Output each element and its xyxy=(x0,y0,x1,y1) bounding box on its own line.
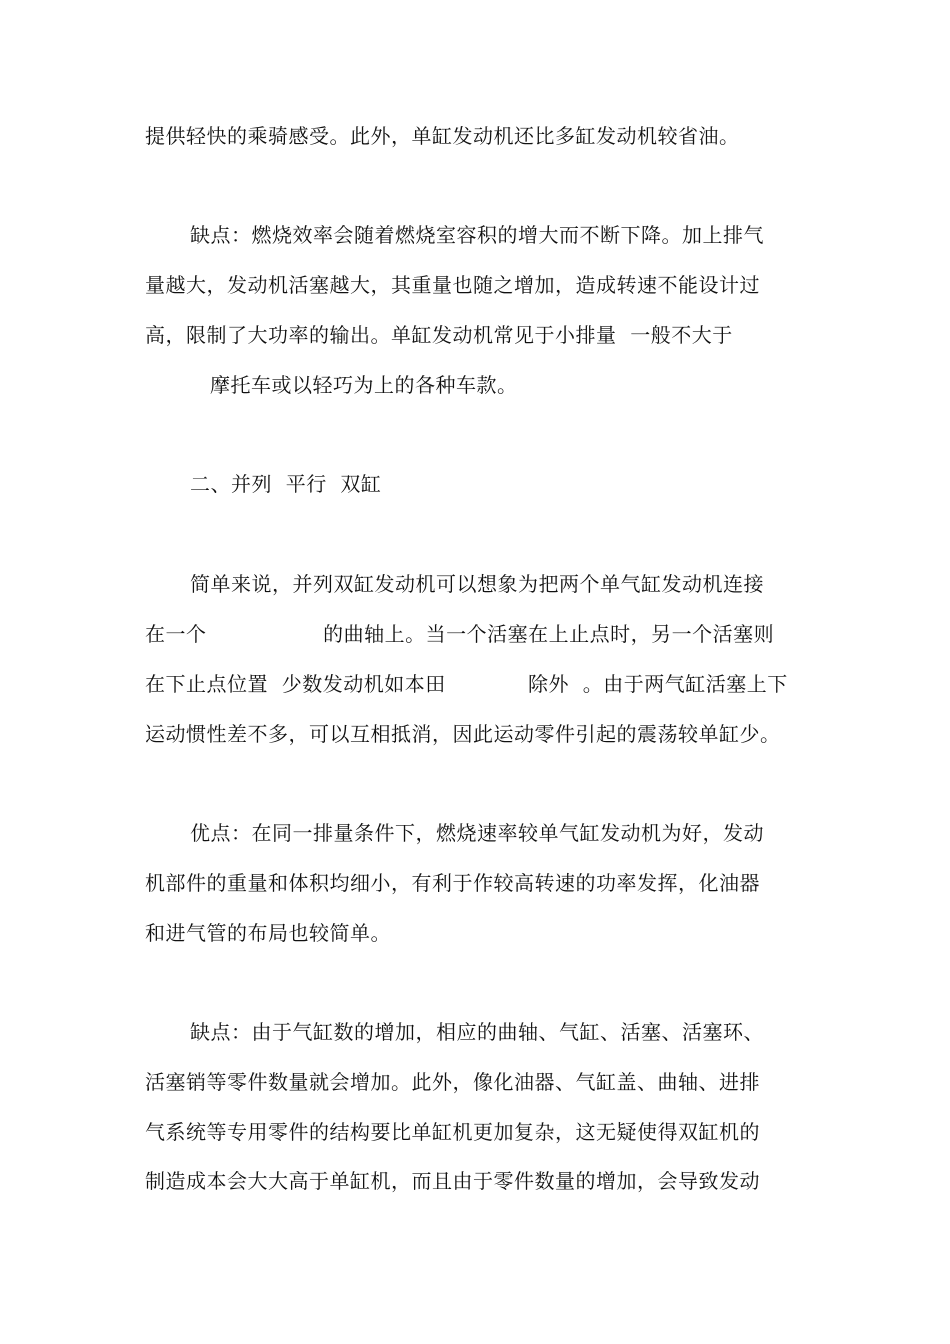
paragraph-5-line-1: 缺点：由于气缸数的增加，相应的曲轴、气缸、活塞、活塞环、 xyxy=(190,1020,764,1044)
paragraph-5-line-4: 制造成本会大大高于单缸机，而且由于零件数量的增加，会导致发动 xyxy=(145,1169,760,1193)
paragraph-4-line-1: 优点：在同一排量条件下，燃烧速率较单气缸发动机为好，发动 xyxy=(190,821,764,845)
paragraph-5-line-2: 活塞销等零件数量就会增加。此外，像化油器、气缸盖、曲轴、进排 xyxy=(145,1070,760,1094)
paragraph-4-line-2: 机部件的重量和体积均细小，有利于作较高转速的功率发挥，化油器 xyxy=(145,871,760,895)
paragraph-3-line-2: 在一个 的曲轴上。当一个活塞在上止点时，另一个活塞则 xyxy=(145,622,775,646)
paragraph-2-line-1: 缺点：燃烧效率会随着燃烧室容积的增大而不断下降。加上排气 xyxy=(190,223,764,247)
paragraph-2-line-2: 量越大，发动机活塞越大，其重量也随之增加，造成转速不能设计过 xyxy=(145,273,760,297)
paragraph-3-line-1: 简单来说，并列双缸发动机可以想象为把两个单气缸发动机连接 xyxy=(190,572,764,596)
paragraph-4-line-3: 和进气管的布局也较简单。 xyxy=(145,921,391,945)
paragraph-1-line-1: 提供轻快的乘骑感受。此外，单缸发动机还比多缸发动机较省油。 xyxy=(145,124,740,148)
paragraph-3-line-3: 在下止点位置 少数发动机如本田 除外 。由于两气缸活塞上下 xyxy=(145,672,788,696)
paragraph-2-line-4: 摩托车或以轻巧为上的各种车款。 xyxy=(210,373,518,397)
paragraph-3-line-4: 运动惯性差不多，可以互相抵消，因此运动零件引起的震荡较单缸少。 xyxy=(145,722,781,746)
paragraph-2-line-3: 高，限制了大功率的输出。单缸发动机常见于小排量 一般不大于 xyxy=(145,323,733,347)
section-heading: 二、并列 平行 双缸 xyxy=(190,472,382,496)
paragraph-5-line-3: 气系统等专用零件的结构要比单缸机更加复杂，这无疑使得双缸机的 xyxy=(145,1120,760,1144)
